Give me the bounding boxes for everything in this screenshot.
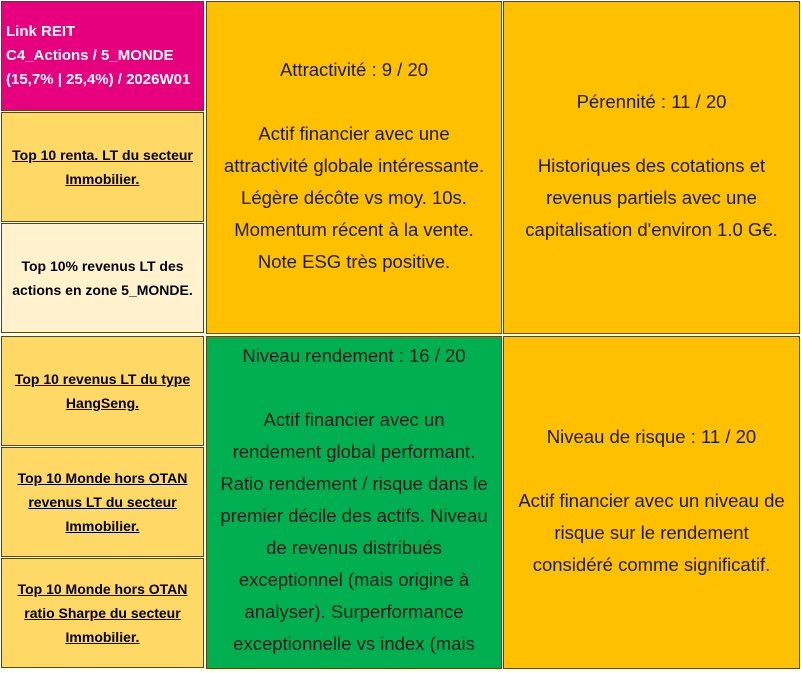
perennite-line: Historiques des cotations et [537,155,766,176]
attractivite-line: Légère décôte vs moy. 10s. [241,187,467,208]
perennite-heading: Pérennité : 11 / 20 [576,91,727,112]
ranking-cell-2 [1,223,204,333]
attractivite-line: Actif financier avec une [258,123,450,144]
attractivite-heading: Attractivité : 9 / 20 [279,59,429,80]
risque-line: Actif financier avec un niveau de [518,490,785,511]
asset-stats: (15,7% | 25,4%) / 2026W01 [6,71,191,88]
attractivite-line: Note ESG très positive. [257,251,451,272]
ranking-cell-3-line2: HangSeng. [65,395,140,411]
ranking-cell-1 [1,112,204,222]
attractivite-line: Momentum récent à la vente. [234,219,474,240]
ranking-cell-5-line2: ratio Sharpe du secteur [24,605,181,621]
ranking-cell-3 [1,336,204,446]
risque-line: risque sur le rendement [554,522,749,543]
ranking-cell-2-line2: actions en zone 5_MONDE. [12,282,193,298]
risque-line: considéré comme significatif. [532,554,771,575]
ranking-cell-1-line1: Top 10 renta. LT du secteur [12,147,193,163]
attractivite-line: attractivité globale intéressante. [223,155,485,176]
ranking-cell-4-line3: Immobilier. [65,518,140,534]
rendement-line: rendement global performant. [232,441,476,462]
ranking-cell-5-line3: Immobilier. [65,629,140,645]
ranking-cell-1-line2: Immobilier. [65,171,140,187]
perennite-line: capitalisation d'environ 1.0 G€. [525,219,778,240]
ranking-cell-5-line1: Top 10 Monde hors OTAN [17,581,188,597]
ranking-cell-4-line2: revenus LT du secteur [28,494,177,510]
rendement-line: exceptionnel (mais origine à [238,569,470,590]
rendement-cell [206,336,502,669]
risque-heading: Niveau de risque : 11 / 20 [546,426,757,447]
rendement-line: Ratio rendement / risque dans le [220,473,488,494]
risque-cell [503,336,800,669]
rendement-line: de revenus distribués [266,537,442,558]
rendement-line: Actif financier avec un [263,409,445,430]
rendement-line: premier décile des actifs. Niveau [220,505,488,526]
perennite-cell [503,1,800,334]
ranking-cell-2-line1: Top 10% revenus LT des [21,258,184,274]
ranking-cell-4 [1,447,204,557]
rendement-line: exceptionnelle vs index (mais [233,633,475,654]
ranking-cell-3-line1: Top 10 revenus LT du type [14,371,191,387]
asset-category: C4_Actions / 5_MONDE [6,47,174,64]
ranking-cell-5 [1,558,204,668]
rendement-line: analyser). Surperformance [244,601,464,622]
rendement-heading: Niveau rendement : 16 / 20 [242,345,466,366]
attractivite-cell [206,1,502,334]
asset-name: Link REIT [6,23,76,40]
ranking-cell-4-line1: Top 10 Monde hors OTAN [17,470,188,486]
asset-title-cell [1,1,204,111]
perennite-line: revenus partiels avec une [546,187,757,208]
